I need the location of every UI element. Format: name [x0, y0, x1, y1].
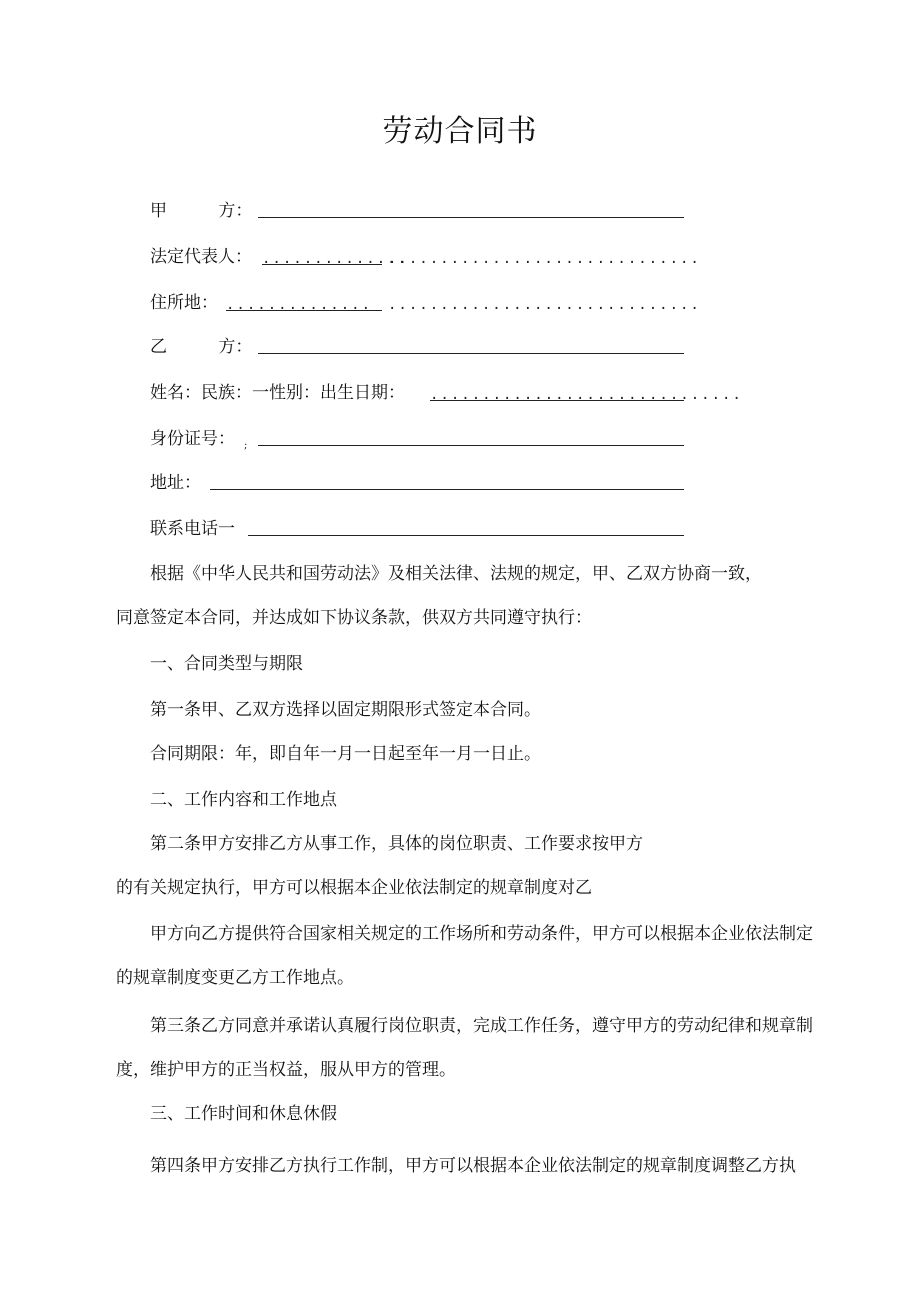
article-2-line-4: 的规章制度变更乙方工作地点。	[116, 968, 354, 988]
id-number-field[interactable]	[258, 445, 684, 446]
party-a-label-2: 方：	[218, 201, 253, 221]
address-b-row	[150, 468, 201, 498]
phone-label: 联系电话一	[150, 519, 235, 539]
legal-rep-dots-a[interactable]: ..............	[262, 251, 409, 267]
birth-date-dots[interactable]: ..............................	[430, 387, 743, 403]
party-a-row	[150, 196, 252, 226]
party-b-label-1: 乙	[150, 337, 167, 357]
address-a-label: 住所地：	[150, 293, 218, 313]
legal-rep-row	[150, 242, 252, 272]
personal-info-label: 姓名：民族：一性别：出生日期：	[150, 383, 405, 403]
article-1: 第一条甲、乙双方选择以固定期限形式签定本合同。	[150, 700, 541, 720]
address-a-row	[150, 288, 218, 318]
phone-row	[150, 514, 235, 544]
id-number-label: 身份证号：	[150, 429, 235, 449]
personal-info-row	[150, 378, 405, 408]
section-heading-1: 一、合同类型与期限	[150, 654, 303, 674]
address-b-field[interactable]	[210, 489, 684, 490]
address-a-dots-a[interactable]: ..............	[226, 297, 373, 313]
id-number-row	[150, 424, 235, 454]
legal-rep-underline	[262, 264, 382, 265]
party-b-row	[150, 332, 252, 362]
intro-paragraph-line-2: 同意签定本合同，并达成如下协议条款，供双方共同遵守执行：	[116, 608, 592, 628]
phone-field[interactable]	[248, 535, 684, 536]
section-heading-2: 二、工作内容和工作地点	[150, 790, 337, 810]
address-a-underline	[226, 310, 382, 311]
legal-rep-label: 法定代表人：	[150, 247, 252, 267]
party-b-field[interactable]	[258, 353, 684, 354]
address-b-label: 地址：	[150, 473, 201, 493]
address-a-dots-b[interactable]: ..............................	[388, 297, 701, 313]
contract-term: 合同期限：年，即自年一月一日起至年一月一日止。	[150, 744, 541, 764]
article-3-line-2: 度，维护甲方的正当权益，服从甲方的管理。	[116, 1060, 456, 1080]
party-a-field[interactable]	[258, 217, 684, 218]
party-b-label-2: 方：	[218, 337, 253, 357]
article-2-line-1: 第二条甲方安排乙方从事工作，具体的岗位职责、工作要求按甲方	[150, 834, 643, 854]
birth-date-underline	[430, 400, 684, 401]
article-2-line-3: 甲方向乙方提供符合国家相关规定的工作场所和劳动条件，甲方可以根据本企业依法制定	[150, 924, 813, 944]
id-number-mark: ;	[244, 440, 248, 451]
article-3-line-1: 第三条乙方同意并承诺认真履行岗位职责，完成工作任务，遵守甲方的劳动纪律和规章制	[150, 1016, 813, 1036]
article-2-line-2: 的有关规定执行，甲方可以根据本企业依法制定的规章制度对乙	[116, 878, 592, 898]
legal-rep-dots-b[interactable]: ..............................	[388, 251, 701, 267]
document-title: 劳动合同书	[382, 114, 538, 149]
intro-paragraph-line-1: 根据《中华人民共和国劳动法》及相关法律、法规的规定，甲、乙双方协商一致，	[150, 564, 762, 584]
section-heading-3: 三、工作时间和休息休假	[150, 1104, 337, 1124]
article-4-line-1: 第四条甲方安排乙方执行工作制，甲方可以根据本企业依法制定的规章制度调整乙方执	[150, 1156, 796, 1176]
party-a-label-1: 甲	[150, 201, 167, 221]
